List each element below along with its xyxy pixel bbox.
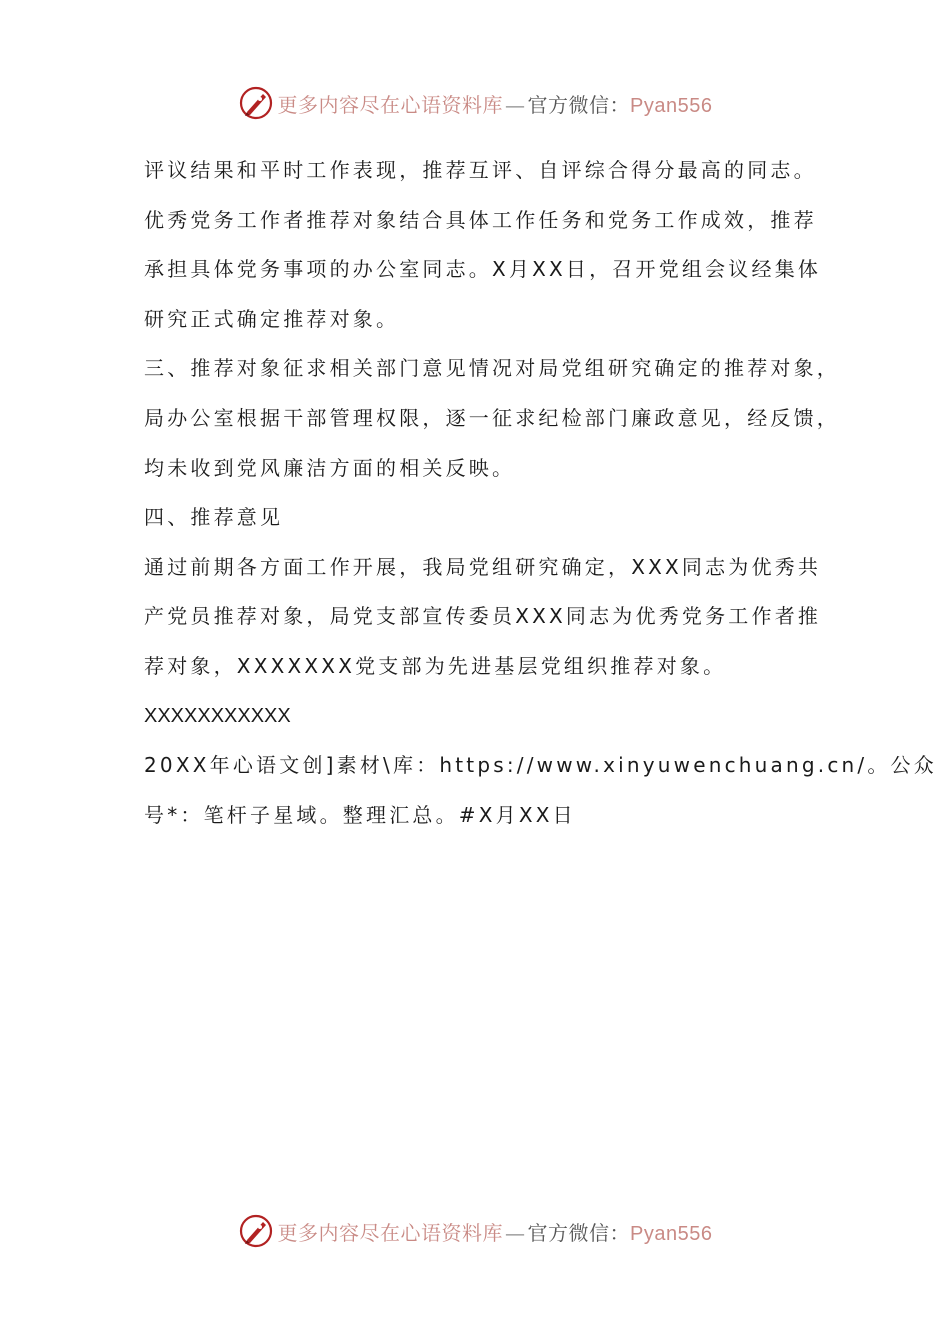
body-line-5: 三、推荐对象征求相关部门意见情况对局党组研究确定的推荐对象，: [144, 356, 840, 381]
pen-logo-icon: [238, 1213, 274, 1249]
footer-banner: [0, 1211, 950, 1251]
header-banner-wechat-id: Pyan556: [630, 94, 713, 117]
footer-banner-wechat-id: Pyan556: [630, 1222, 713, 1245]
header-banner-official: 官方微信：: [527, 92, 631, 117]
placeholder-line: XXXXXXXXXXX: [144, 704, 291, 727]
body-line-10: 产党员推荐对象，局党支部宣传委员XXX同志为优秀党务工作者推: [144, 604, 822, 629]
source-note-line-2: 号*：笔杆子星域。整理汇总。#X月XX日: [144, 802, 576, 827]
header-banner-dash: —: [505, 92, 526, 117]
header-banner-text: [278, 89, 713, 118]
header-banner: [0, 83, 950, 123]
pen-logo-icon: [238, 85, 274, 121]
body-line-1: 评议结果和平时工作表现，推荐互评、自评综合得分最高的同志。: [144, 158, 817, 182]
body-line-4: 研究正式确定推荐对象。: [144, 306, 400, 331]
body-line-9: 通过前期各方面工作开展，我局党组研究确定，XXX同志为优秀共: [144, 554, 822, 579]
section-heading-4: 四、推荐意见: [144, 505, 284, 530]
body-line-2: 优秀党务工作者推荐对象结合具体工作任务和党务工作成效，推荐: [144, 207, 817, 232]
body-line-7: 均未收到党风廉洁方面的相关反映。: [144, 455, 516, 480]
footer-banner-slogan: 更多内容尽在心语资料库: [277, 1220, 504, 1245]
source-note-line-1: 20XX年心语文创]素材\库：https://www.xinyuwenchuang.cn/。公众: [144, 753, 937, 778]
document-body: [144, 146, 937, 840]
footer-banner-text: [278, 1217, 713, 1246]
body-line-6: 局办公室根据干部管理权限，逐一征求纪检部门廉政意见，经反馈，: [144, 405, 840, 430]
header-banner-slogan: 更多内容尽在心语资料库: [277, 92, 504, 117]
body-line-3: 承担具体党务事项的办公室同志。X月XX日，召开党组会议经集体: [144, 257, 822, 282]
footer-banner-official: 官方微信：: [527, 1220, 631, 1245]
footer-banner-dash: —: [505, 1220, 526, 1245]
body-line-11: 荐对象，XXXXXXX党支部为先进基层党组织推荐对象。: [144, 653, 727, 678]
